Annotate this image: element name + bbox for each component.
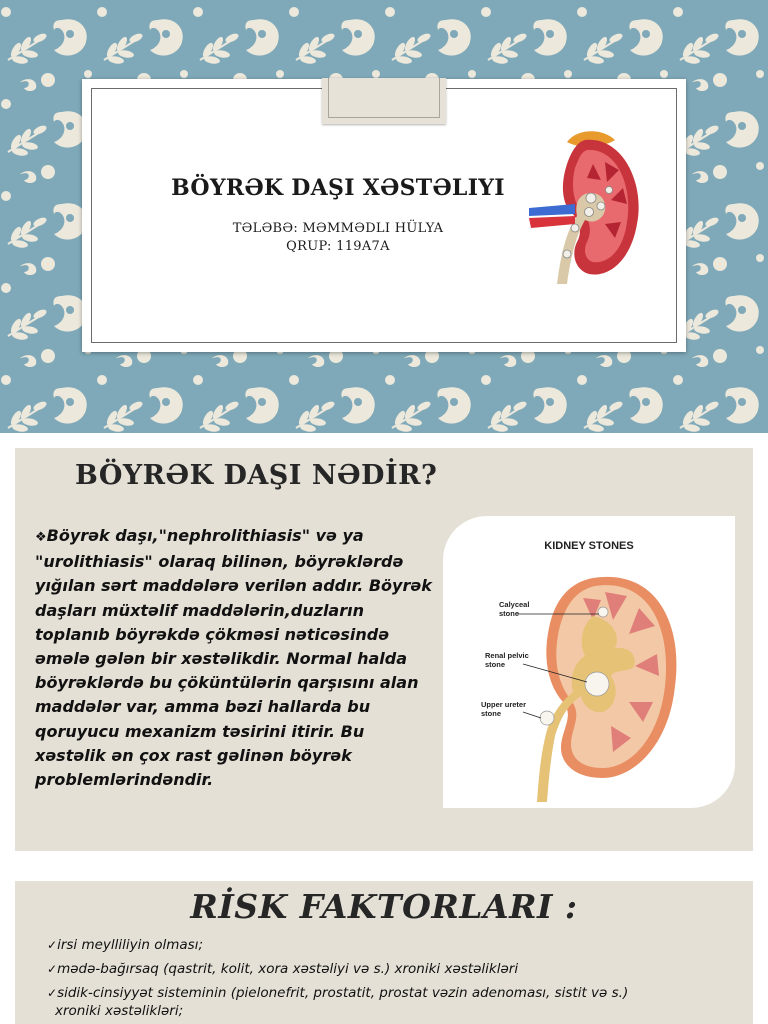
student-name: TƏLƏBƏ: MƏMMƏDLI HÜLYA [232, 221, 444, 236]
check-icon: ✓ [47, 986, 58, 1000]
label-renal-pelvic-line1: Renal pelvic [485, 651, 529, 660]
label-renal-pelvic-line2: stone [485, 660, 506, 669]
title-card [82, 79, 686, 352]
label-calyceal-line2: stone [499, 609, 520, 618]
kidney-stones-illustration [443, 516, 735, 808]
diamond-bullet-icon: ❖ [35, 530, 47, 545]
group-number: QRUP: 119A7A [286, 239, 390, 254]
risk-factors-slide [15, 881, 753, 1024]
definition-paragraph [35, 524, 435, 792]
title-slide [0, 0, 768, 433]
kidney-cross-section-image [527, 124, 647, 294]
label-upper-ureter-line2: stone [481, 709, 502, 718]
kidney-stones-diagram [443, 516, 735, 808]
list-item-continuation: xroniki xəstəlikləri; [55, 1003, 184, 1019]
definition-slide [15, 448, 753, 851]
label-calyceal-line1: Calyceal [499, 600, 530, 609]
slide-heading: BÖYRƏK DAŞI NƏDİR? [75, 460, 438, 491]
list-item: ✓irsi meylliliyin olması; [47, 937, 203, 953]
list-item: ✓mədə-bağırsaq (qastrit, kolit, xora xəstəliyi və s.) xroniki xəstəlikləri [47, 961, 519, 977]
list-item: ✓sidik-cinsiyyət sisteminin (pielonefrit, prostatit, prostat vəzin adenoması, sistit və s.) [47, 985, 629, 1001]
presentation-title: BÖYRƏK DAŞI XƏSTƏLIYI [171, 175, 505, 201]
title-card-tab [322, 78, 446, 124]
check-icon: ✓ [47, 938, 58, 952]
check-icon: ✓ [47, 962, 58, 976]
slide-heading: RİSK FAKTORLARI : [190, 887, 578, 926]
definition-text: Böyrək daşı,"nephrolithiasis" və ya "urolithiasis" olaraq bilinən, böyrəklərdə yığılan sərt maddələrə verilən addır. Böyrək daşları müxtəlif maddələrin,duzların toplanıb böyrəkdə çökməsi nəticəsində əmələ gələn bir xəstəlikdir. Normal halda böyrəklərdə bu çöküntülərin qarşısını alan maddələr var, amma bəzi hallarda bu qoruyucu mexanizm təsirini itirir. Bu xəstəlik ən çox rast gəlinən böyrək problemlərindəndir. [35, 526, 432, 790]
label-upper-ureter-line1: Upper ureter [481, 700, 527, 709]
diagram-title: KIDNEY STONES [544, 540, 634, 552]
